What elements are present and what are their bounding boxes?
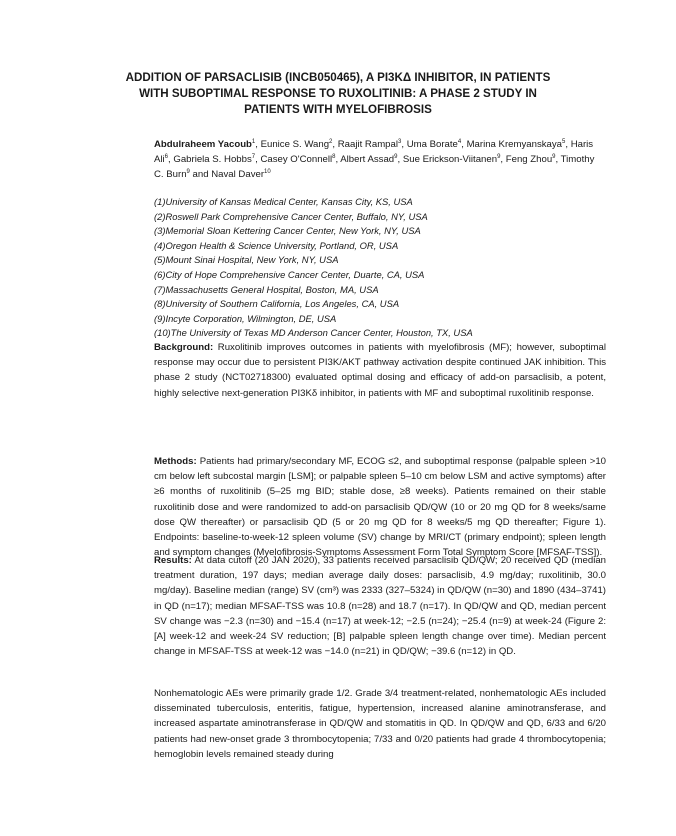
author-name: Eunice S. Wang	[260, 139, 330, 150]
author-name: Gabriela S. Hobbs	[173, 154, 252, 165]
author-affiliation-marker: 7	[251, 153, 256, 160]
author-affiliation-marker: 5	[562, 138, 566, 145]
author-name: Naval Daver	[211, 169, 265, 180]
results-heading: Results:	[154, 555, 192, 566]
affiliation-item: (4)Oregon Health & Science University, Portland, OR, USA	[154, 239, 399, 251]
author-name: Casey O'Connell	[260, 154, 333, 165]
author-affiliation-marker: 3	[398, 138, 402, 145]
author-name: Timothy C. Burn	[154, 154, 595, 180]
affiliation-item: (1)University of Kansas Medical Center, Kansas City, KS, USA	[154, 196, 413, 207]
author-name: Sue Erickson-Viitanen	[402, 154, 498, 165]
author-affiliation-marker: 6	[164, 153, 169, 160]
affiliation-item: (3)Memorial Sloan Kettering Cancer Center, New York, NY, USA	[154, 225, 421, 237]
author-affiliation-marker: 9	[497, 153, 501, 160]
affiliation-item: (10)The University of Texas MD Anderson Cancer Center, Houston, TX, USA	[154, 327, 473, 339]
author-name: Abdulraheem Yacoub	[154, 139, 252, 150]
author-affiliation-marker: 1	[251, 138, 256, 145]
author-name: Feng Zhou	[505, 154, 553, 165]
affiliation-list	[154, 195, 606, 341]
affiliation-item: (2)Roswell Park Comprehensive Cancer Center, Buffalo, NY, USA	[154, 210, 428, 222]
author-name: Marina Kremyanskaya	[466, 139, 563, 150]
author-affiliation-marker: 9	[186, 168, 190, 175]
author-affiliation-marker: 9	[394, 153, 398, 160]
author-conjunction: and	[192, 169, 209, 180]
author-name: Uma Borate	[406, 139, 458, 150]
methods-section	[154, 454, 606, 560]
affiliation-item: (5)Mount Sinai Hospital, New York, NY, USA	[154, 254, 339, 266]
author-affiliation-marker: 2	[329, 138, 333, 145]
methods-text: Patients had primary/secondary MF, ECOG ≤2, and suboptimal response (palpable spleen >10 cm below left subcostal margin [LSM]; or palpable spleen 5–10 cm below LSM and active symptoms) after ≥6 months of ruxolitinib (5–25 mg BID; stable dose, ≥8 weeks). Patients remained on their stable ruxolitinib dose and were randomized to add-on parsaclisib QD/QW (10 or 20 mg QD for 8 weeks/same dose QW thereafter) or parsaclisib QD (5 or 20 mg QD for 8 weeks/5 mg QD thereafter; Figure 1). Endpoints: baseline-to-week-12 spleen volume (SV) change by MRI/CT (primary endpoint); spleen length and symptom changes (Myelofibrosis-Symptoms Assessment Form Total Symptom Score [MFSAF-TSS]).	[154, 456, 606, 559]
author-affiliation-marker: 4	[457, 138, 462, 145]
background-heading: Background:	[154, 342, 214, 353]
paper-title: ADDITION OF PARSACLISIB (INCB050465), A PI3KΔ INHIBITOR, IN PATIENTS WITH SUBOPTIMAL RESPONSE TO RUXOLITINIB: A PHASE 2 STUDY IN PATIENTS WITH MYELOFIBROSIS	[125, 71, 551, 116]
affiliation-item: (9)Incyte Corporation, Wilmington, DE, USA	[154, 312, 337, 324]
adverse-events-text: Nonhematologic AEs were primarily grade 1/2. Grade 3/4 treatment-related, nonhematologic AEs included disseminated tuberculosis, enteritis, fatigue, hypertension, increased alanine aminotransferase, and increased aspartate aminotransferase in QD/QW and stomatitis in QD. In QD/QW and QD, 6/33 and 6/20 patients had new-onset grade 3 thrombocytopenia; 7/33 and 0/20 patients had grade 4 thrombocytopenia; hemoglobin levels remained steady during	[154, 688, 606, 760]
adverse-events-section	[154, 686, 606, 762]
author-name: Raajit Rampal	[337, 139, 398, 150]
author-affiliation-marker: 9	[552, 153, 556, 160]
author-affiliation-marker: 10	[264, 168, 271, 175]
methods-heading: Methods:	[154, 456, 197, 467]
background-text: Ruxolitinib improves outcomes in patients with myelofibrosis (MF); however, suboptimal response may occur due to persistent PI3K/AKT pathway activation despite continued JAK inhibition. This phase 2 study (NCT02718300) evaluated optimal dosing and efficacy of add-on parsaclisib, a potent, highly selective next-generation PI3Kδ inhibitor, in patients with MF and suboptimal ruxolitinib response.	[154, 342, 606, 399]
author-name: Albert Assad	[340, 154, 395, 165]
affiliation-item: (7)Massachusetts General Hospital, Boston, MA, USA	[154, 283, 379, 295]
author-name: Haris Ali	[154, 139, 594, 165]
results-text: At data cutoff (20 JAN 2020), 33 patients received parsaclisib QD/QW; 20 received QD (median treatment duration, 197 days; median average daily doses: parsaclisib, 4.9 mg/day; ruxolitinib, 30.0 mg/day). Baseline median (range) SV (cm³) was 2333 (327–5324) in QD/QW (n=30) and 1890 (434–3741) in QD (n=17); median MFSAF-TSS was 10.8 (n=28) and 18.7 (n=17). In QD/QW and QD, median percent SV change was −2.3 (n=30) and −15.4 (n=17) at week-12; −2.5 (n=24); −25.4 (n=9) at week-24 (Figure 2: [A] week-12 and week-24 SV reduction; [B] palpable spleen length change over time). Median percent change in MFSAF-TSS at week-12 was −14.0 (n=21) in QD/QW; −39.6 (n=12) in QD.	[154, 555, 606, 658]
affiliation-item: (8)University of Southern California, Los Angeles, CA, USA	[154, 298, 400, 310]
results-section	[154, 553, 606, 659]
author-list: Abdulraheem Yacoub$^1$, Eunice S. Wang$^2$, Raajit Rampal$^3$, Uma Borate$^4$, Marina Kremyanskaya$^5$, Haris Ali$^6$, Gabriela S. Hobbs$^7$, Casey O'Connell$^8$, Albert Assad$^9$, Sue Erickson-Viitanen$^9$, Feng Zhou$^9$, Timothy C. Burn$^9$ and Naval Daver$^{10}$	[154, 138, 595, 180]
author-affiliation-marker: 8	[332, 153, 336, 160]
background-section	[154, 340, 606, 401]
affiliation-item: (6)City of Hope Comprehensive Cancer Center, Duarte, CA, USA	[154, 268, 425, 280]
